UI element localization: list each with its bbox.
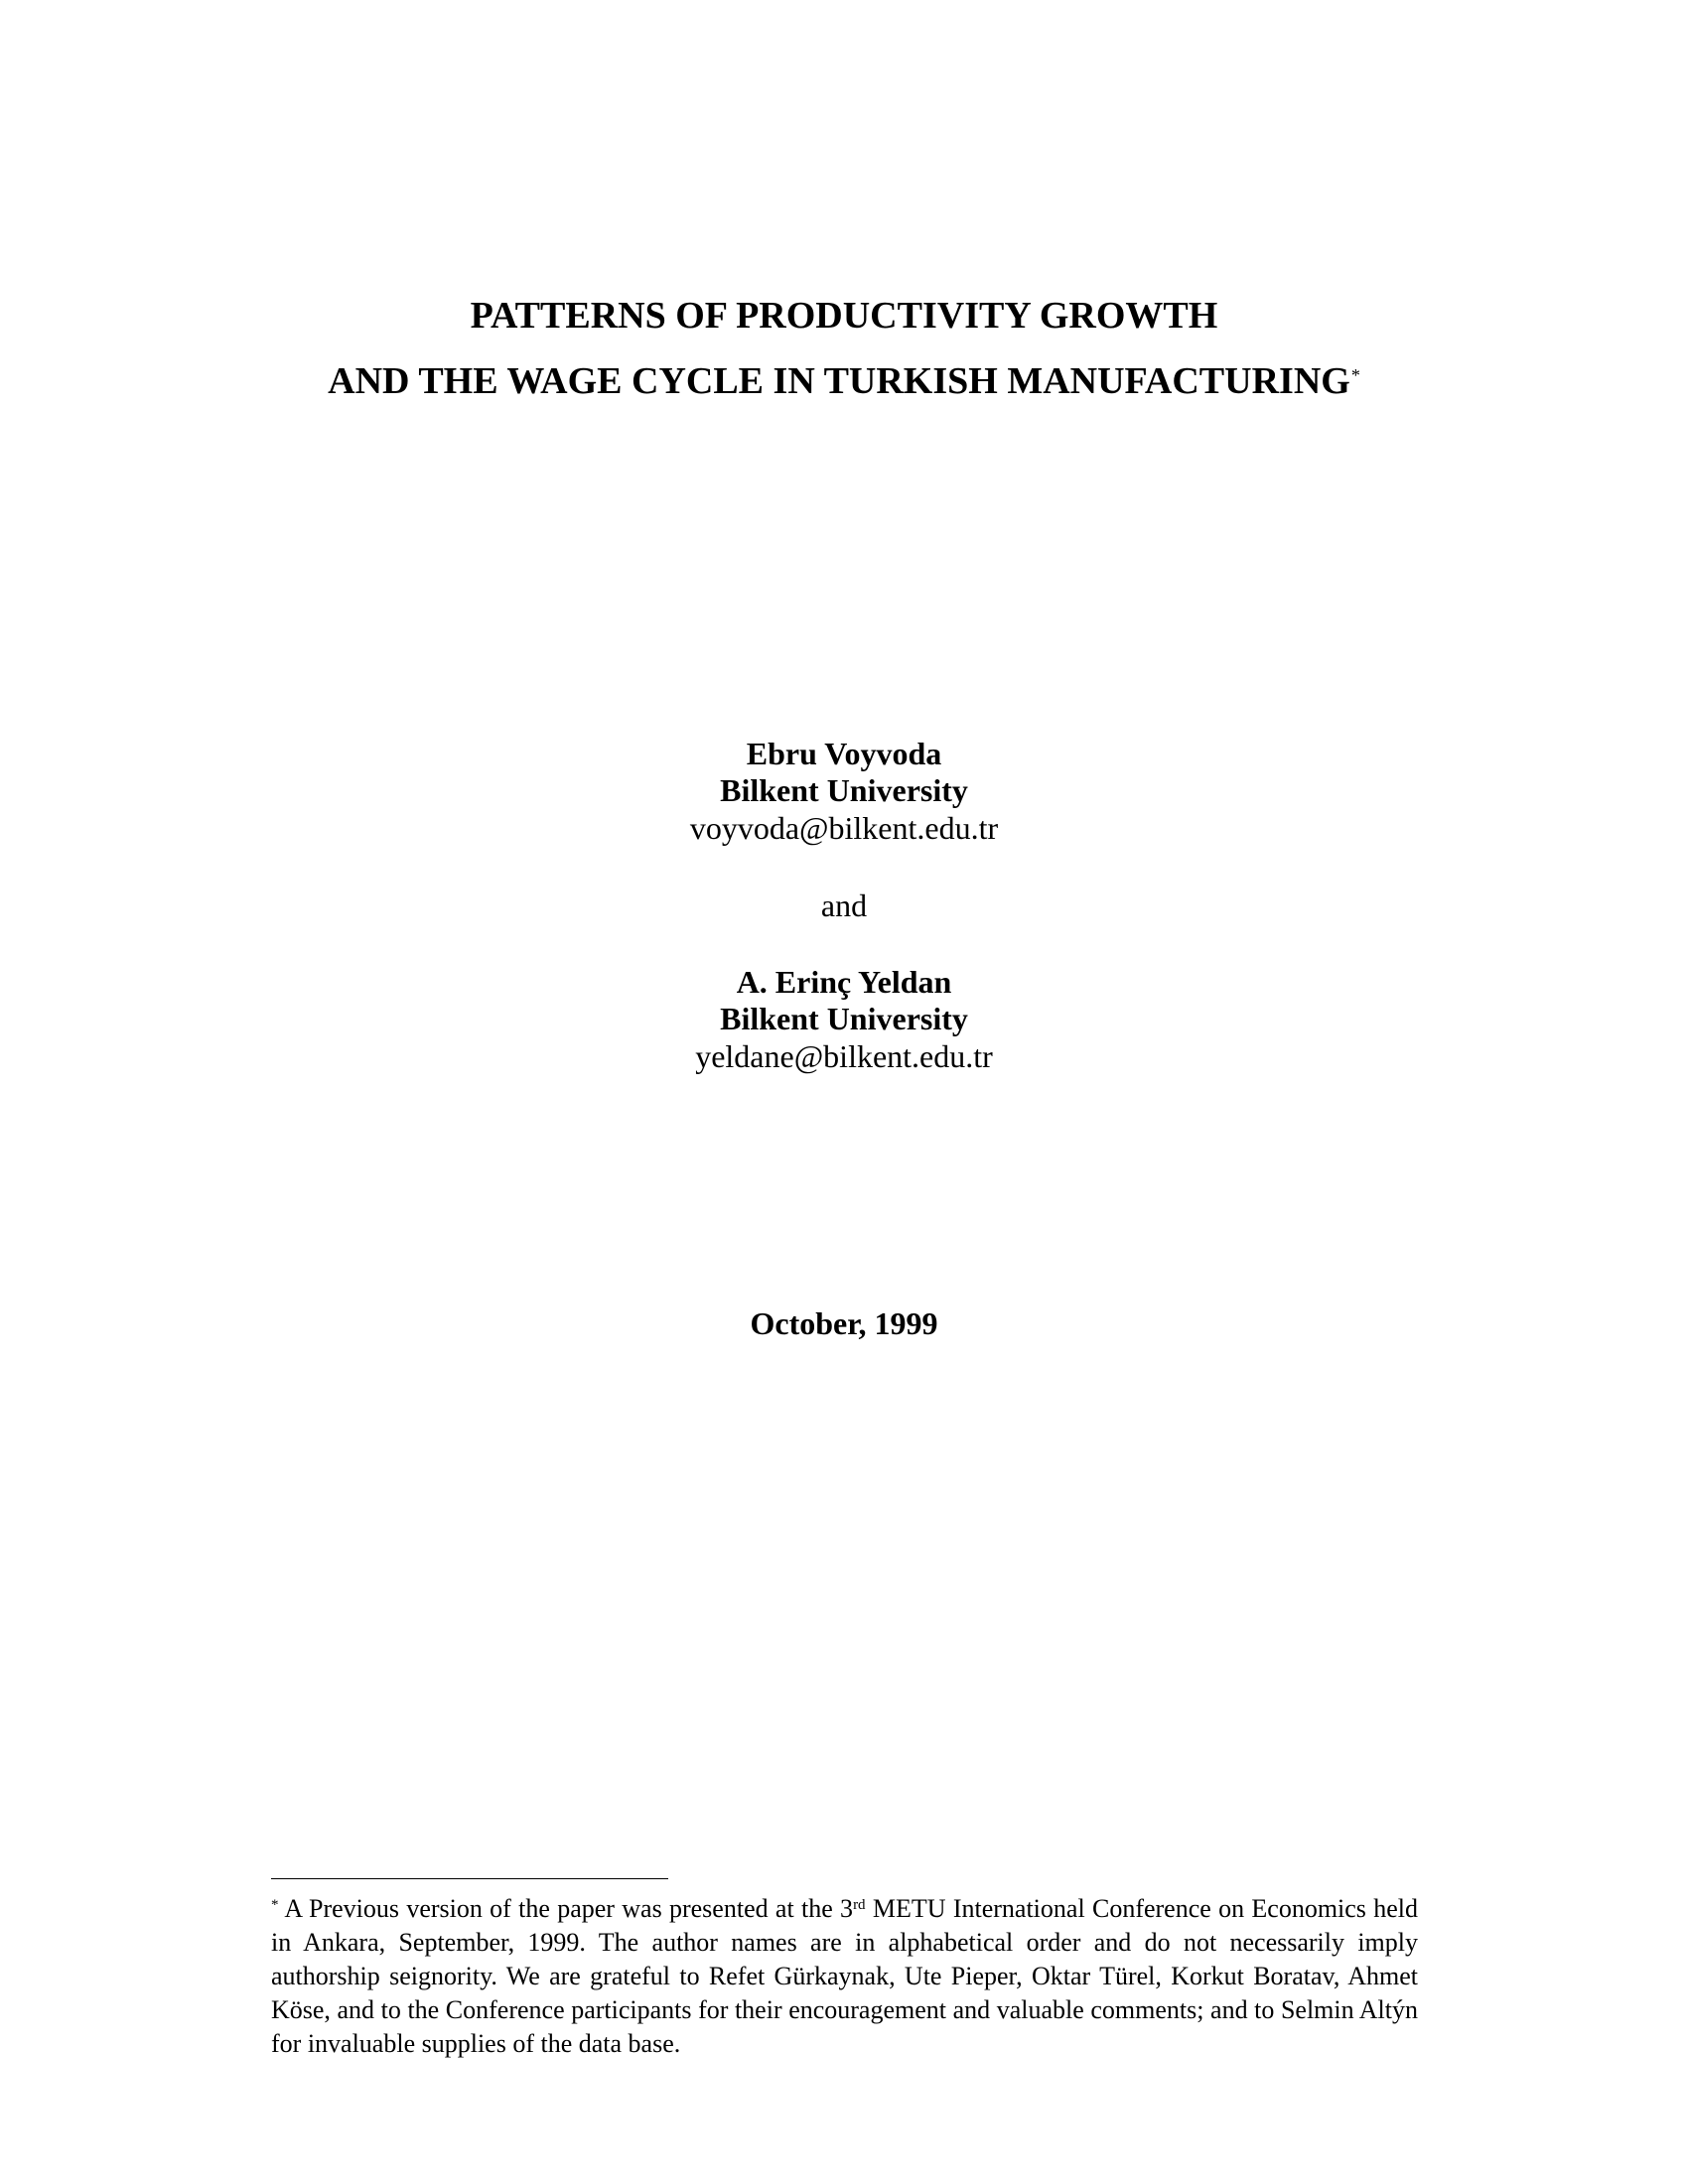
author-conjunction: and <box>820 887 868 923</box>
author-2-affiliation: Bilkent University <box>720 1001 968 1036</box>
author-2-name: A. Erinç Yeldan <box>736 964 952 1000</box>
title-footnote <box>271 1892 1418 2061</box>
footnote-mark: * <box>271 1897 279 1913</box>
author-2-email: yeldane@bilkent.edu.tr <box>695 1038 993 1074</box>
title-line-1-text: PATTERNS OF PRODUCTIVITY GROWTH <box>470 295 1218 337</box>
paper-title-line-1 <box>0 294 1688 338</box>
title-footnote-mark: * <box>1350 365 1360 385</box>
footnote-ordinal-suffix: rd <box>853 1897 866 1913</box>
author-1-email: voyvoda@bilkent.edu.tr <box>689 810 999 846</box>
paper-title-line-2 <box>0 359 1688 403</box>
title-line-2-text: AND THE WAGE CYCLE IN TURKISH MANUFACTURING <box>328 360 1350 402</box>
publication-date: October, 1999 <box>750 1305 938 1341</box>
footnote-text-part-1: A Previous version of the paper was presented at the 3 <box>284 1894 854 1923</box>
author-1-name: Ebru Voyvoda <box>746 736 942 771</box>
author-1-affiliation: Bilkent University <box>720 772 968 808</box>
footnote-text-part-2: METU International Conference on Economics held in Ankara, September, 1999. The author names are in alphabetical order and do not necessarily imply authorship seignority. We are grateful to Refet Gürkaynak, Ute Pieper, Oktar Türel, Korkut Boratav, Ahmet Köse, and to the Conference participants for their encouragement and valuable comments; and to Selmin Altýn for invaluable supplies of the data base. <box>271 1894 1418 2058</box>
footnote-divider <box>271 1878 668 1879</box>
